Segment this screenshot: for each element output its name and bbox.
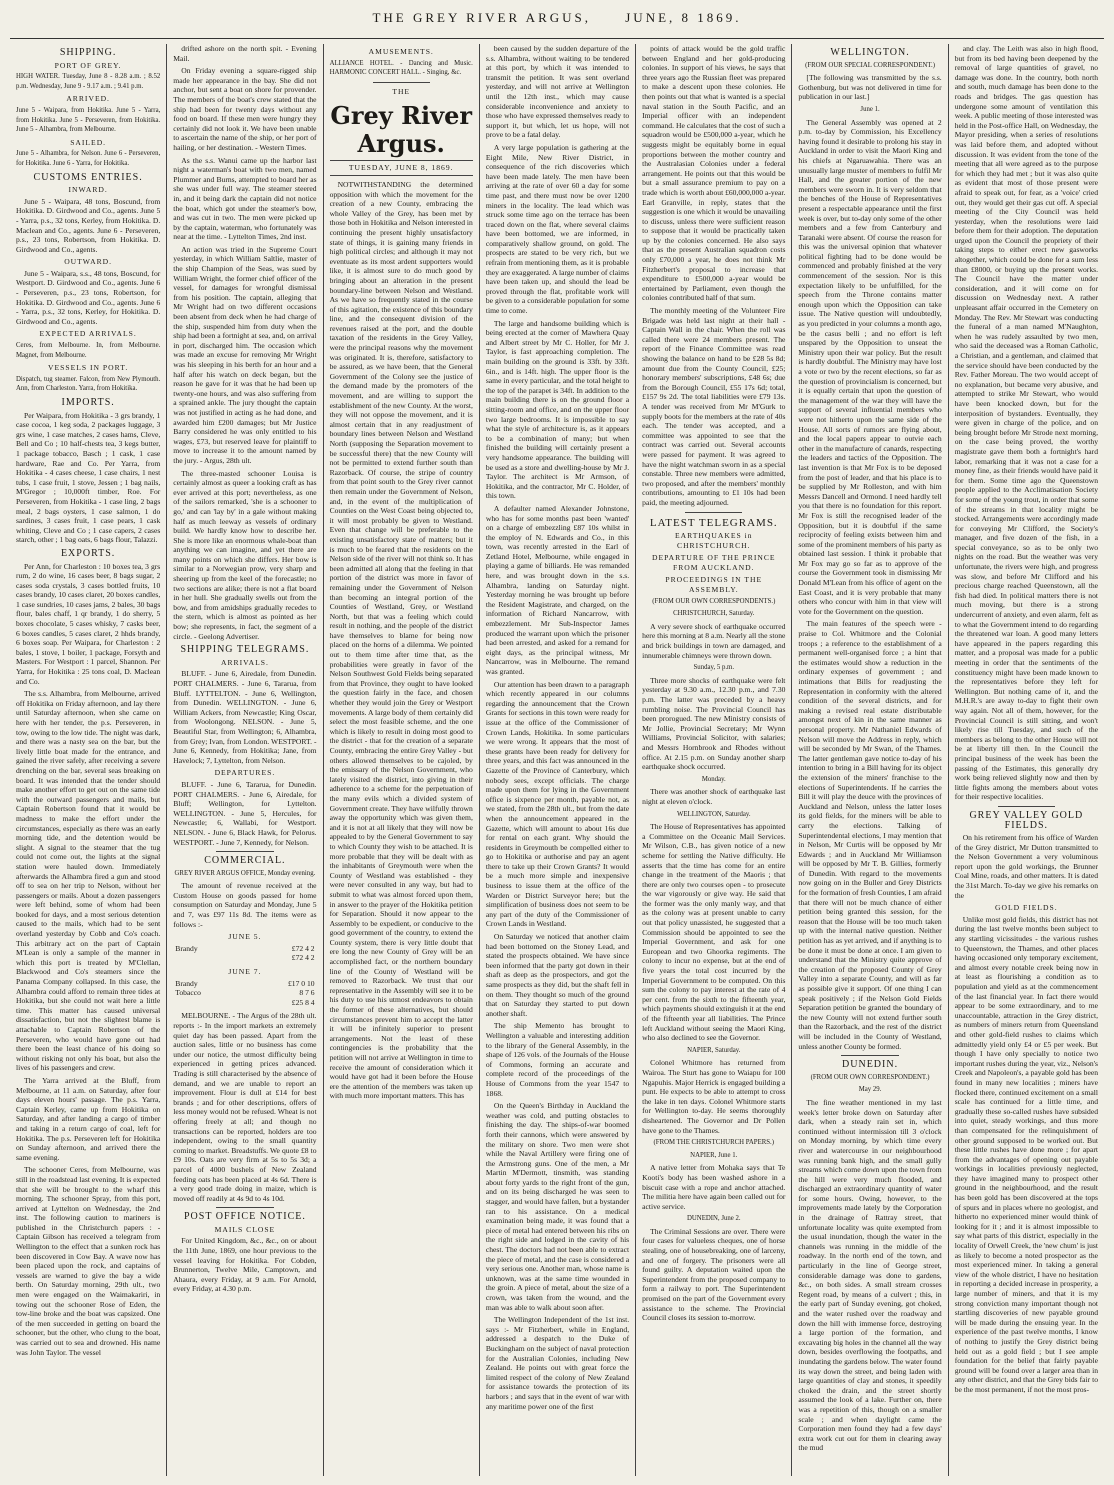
quake-1: A very severe shock of earthquake occurred here this morning at 8 a.m. Nearly all the stone and brick buildings in town are damaged, and innumerable chimneys were thrown down. bbox=[642, 621, 786, 660]
port-heading: PORT OF GREY. bbox=[54, 60, 122, 70]
inward-heading: INWARD. bbox=[68, 185, 108, 195]
naval-continued: points of attack would be the gold traffic between England and her gold-producing colonies. In support of his views, he says that three years ago the Russian fleet was prepared to make a descent upon these colonies. He then points out that what is wanted is a special naval station in the South Pacific, and an Imperial officer with an independent command. He calculates that the cost of such a squadron would be £500,000 a-year, which he suggests might be equitably borne in equal proportions between the mother country and the Australasian Colonies under a federal arrangement. He points out that this would be but a small assurance premium to pay on a trade which is worth about £60,000,000 a-year. Earl Granville, in reply, states that the suggestion is one which it would be unavailing to discuss, unless there were sufficient reason to suppose that it would be practically taken up by the colonies concerned. He also says that as the present Australian squadron costs only £70,000 a year, he does not think Mr Fitzherbert's proposal to increase that expenditure to £500,000 a-year would be entertained by Parliament, even though the colonies contributed half of that sum. bbox=[642, 44, 786, 303]
ledger-item bbox=[173, 953, 244, 963]
amusements-text: ALLIANCE HOTEL. - Dancing and Music. HARMONIC CONCERT HALL. - Singing, &c. bbox=[329, 59, 473, 77]
napier-june1-text: A native letter from Mohaka says that Te Kooti's body has been washed ashore in a biscuit case with a rope and anchor attached. The militia here have again been called out for active service. bbox=[642, 1163, 786, 1211]
ledger-june5 bbox=[173, 944, 316, 963]
arrival-story: The s.s. Alhambra, from Melbourne, arrived off Hokitika on Friday afternoon, and lay there until Saturday afternoon, when she came on here with her tender, the p.s. Perseveren, in tow, owing to the low tide. The night was dark, and there was a nasty sea on the bar, but the lively little boat made for the entrance, and gained the river safely, after receiving a severe drenching on the bar, several seas breaking on board. It was intended that the tender should make another effort to get out on the same tide with the outward passengers and mails, but Captain Robertson found that it would be madness to make the effort under the circumstances, especially as there was an early morning tide, and the detention would be slight. A signal to the steamer that the tug could not come out, the lights at the signal station were hauled down. Immediately afterwards the Alhambra fired a gun and stood off to sea on her trip to Nelson, without her passengers or mails. About a dozen passengers were left behind, some of whom had been booked for days, and a most serious detention caused to the mails, which had to be sent overland yesterday by Cobb and Co's coach. This arbitrary act on the part of Captain M'Lean is only a sample of the manner in which this port is treated by M'Clellan, Blackwood and Co's steamers since the Panama Company collapsed. In this case, the Alhambra could afford to remain three tides at Hokitika, but she could not wait here a little time. This matter has caused universal dissatisfaction, but not the slightest blame is attachable to Captain Robertson of the Perseveren, who would have gone out had there been the least chance of his doing so without risking not only his boat, but also the lives of his passengers and crew. bbox=[16, 689, 161, 1073]
post-office-heading: POST OFFICE NOTICE. bbox=[183, 1211, 306, 1223]
dunedin-text: The fine weather mentioned in my last week's letter broke down on Saturday after dark, when a steady rain set in, which continued without intermission till 3 o'clock on Monday morning, by which time every river and watercourse in our neighbourhood was running bank high, and the small gully streams which come down upon the town from the hill were very much flooded, and discharged an extraordinary quantity of water for some hours. Owing, however, to the improvements made lately by the Corporation in the drainage of Rattray street, that unfortunate locality was quite exempted from the usual inundation, though the water in the channels was running in the middle of the roadway. In the north end of the town, and particularly in the line of George street, considerable damage was done to gardens, &c., on both sides. A small stream crosses Regent road, by means of a culvert ; this, in the early part of Sunday evening, got choked, and the water rushed over the roadway and down the hill with immense force, destroying a large portion of the formation, and excavating big holes in the channel all the way down, besides overflowing the footpaths, and inundating the gardens below. The water found its way down the street, and being laden with large quantities of clay and stones, it speedily choked the drain, and the street shortly assumed the look of a lake. Further on, there was a repetition of this, though on a smaller scale ; and when daylight came the Corporation men found they had a few days' extra work cut out for them in clearing away the mud bbox=[798, 1097, 942, 1453]
ledger-amount: £17 0 10 bbox=[287, 978, 315, 988]
column-4 bbox=[479, 44, 635, 1476]
ledger-row bbox=[173, 988, 316, 998]
christchurch-dateline: CHRISTCHURCH, Saturday. bbox=[673, 610, 755, 618]
intel-arrivals: BLUFF. - June 6, Airedale, from Dunedin. PORT CHALMERS. - June 6, Tararua, from Bluff. LYTTELTON. - June 6, Wellington, from Dunedin. WELLINGTON. - June 6, William Ackers, from Newcastle; King Oscar, from Woolongong. NELSON. - June 5, Beautiful Star, from Wellington; 6, Alhambra, from Grey; Ivan, from London. WESTPORT. - June 6, Kennedy, from Hokitika; Jane, from Havelock; 7, Lyttelton, from Nelson. bbox=[173, 669, 317, 765]
schooner-louisa: The three-masted schooner Louisa is certainly almost as queer a looking craft as has ever arrived at this port; nevertheless, as one of the sailors remarked, 'she is a schooner to go,' and can 'lay by' in a gale without making half as much leeway as vessels of ordinary build. We hardly know how to describe her. She is more like an enormous whale-boat than anything we can imagine, and yet there are many points on which she differs. Her bow is similar to a Norwegian prow, very sharp and sheering up from the keel of the forecastle; no two sections are alike; there is not a flat board in her hull. She gradually swells out from the bow, and from amidships gradually recedes to the stern, which is almost as pointed as her bow; she represents, in fact, the segment of a circle. - Geelong Advertiser. bbox=[173, 468, 317, 641]
stoney-lead: On Saturday we noticed that another claim had been bottomed on the Stoney Lead, and stated the prospects obtained. We have since been informed that the party got down in their shaft as deep as the prospectors, and got the same prospects as they did, but the shaft fell in on them. They thought so much of the ground that on Saturday they started to put down another shaft. bbox=[485, 932, 630, 1018]
outward-list: June 5 - Waipara, s.s., 48 tons, Boscund, for Westport. D. Girdwood and Co., agents. June 6 - Perseveren, p.s., 23 tons, Robertson, for Hokitika. D. Girdwood and Co., agents. June 6 - Yarra, p.s., 32 tons, Kerley, for Hokitika. D. Girdwood and Co., agents. bbox=[16, 268, 161, 326]
arrived-heading: ARRIVED. bbox=[66, 94, 110, 104]
divider bbox=[998, 806, 1055, 807]
sunday-dateline: Sunday, 5 p.m. bbox=[693, 664, 735, 672]
ledger-item: Brandy bbox=[175, 943, 198, 953]
masthead-the: THE bbox=[392, 86, 411, 96]
latest-telegrams-heading: LATEST TELEGRAMS. bbox=[649, 516, 778, 529]
outward-heading: OUTWARD. bbox=[64, 257, 113, 267]
commercial-text: The amount of revenue received at the Custom House on goods passed for home consumption on Saturday and Monday, June 5 and 7, was £97 11s 8d. The items were as follows :- bbox=[173, 881, 317, 929]
may29-dateline: May 29. bbox=[858, 1086, 882, 1094]
intel-arrivals-heading: ARRIVALS. bbox=[220, 657, 269, 667]
assembly-report: The General Assembly was opened at 2 p.m. to-day by Commission, his Excellency having found it desirable to prolong his stay in Auckland in order to visit the Maori King and his chiefs at Ngaruawahia. There was an unusually large muster of members to fulfil Mr Hall, and the greater portion of the new members were sworn in. It is very seldom that the benches of the House of Representatives present a respectable appearance until the first week is over, but to-day only some of the other members and a few from Canterbury and Taranaki were absent. Of course the reason for this was the universal opinion that whatever political fighting had to be done would be commenced and probably finished at the very commencement of the session. Nor is this expectation likely to be unfulfilled, for the speech from the Throne contains matter enough upon which the Opposition can take issue. The Native question will undoubtedly, as you predicted in your columns a month ago, be the casus belli ; and no effort is left unspared by the Opposition to unseat the Ministry upon their war policy. But the result is hardly doubtful. The Ministry may have lost a vote or two by the recent elections, so far as the question of provincialism is concerned, but it is equally certain that upon the question of the management of the war they will have the support of several influential members who were not hitherto upon the same side of the House. All sorts of rumors are flying about, and the local papers appear to outvie each other in the manufacture of canards, respecting the leaders and tactics of the Opposition. The last invention is that Mr Fox is to be deposed from the post of leader, and that his place is to be supplied by Mr Rolleston, and with him Messrs Dancell and Ormond. I need hardly tell you that there is no foundation for this report. Mr Fox is still the recognised leader of the Opposition, but it is doubtful if the same reciprocity of feeling exists between him and some of the prominent members of his party as obtained last session. I think it probable that Mr Fox may go so far as to approve of the course the Government took in dismissing Mr Donald M'Lean from his office of agent on the East Coast, and it is very probable that many others who concur with him in that view will vote for the Government on the question. bbox=[798, 117, 942, 616]
grey-valley-intro: On his retirement from his office of Warden of the Grey district, Mr Dutton transmitted to the Nelson Government a very voluminous report upon the gold workings, the Brunner Coal Mine, roads, and other matters. It is dated the 31st March. To-day we give his remarks on the bbox=[954, 833, 1098, 900]
intel-departures-heading: DEPARTURES. bbox=[214, 768, 276, 778]
dateline: TUESDAY, JUNE 8, 1869. bbox=[330, 160, 473, 176]
shipping-heading: SHIPPING. bbox=[59, 47, 117, 58]
header-date: JUNE, 8 1869. bbox=[625, 10, 742, 25]
inward-list: June 5 - Waipara, 48 tons, Boscund, from Hokitika. D. Girdwood and Co., agents. June 5 - Yarra, p.s., 32 tons, Kerley, from Hokitika. D. Maclean and Co., agents. June 6 - Perseveren, p.s., 23 tons, Robertson, from Hokitika. D. Girdwood and Co., agents. bbox=[16, 196, 161, 254]
dunedin-heading: DUNEDIN. bbox=[842, 1059, 899, 1071]
quake-3: There was another shock of earthquake last night at eleven o'clock. bbox=[642, 787, 786, 806]
column-2 bbox=[166, 44, 322, 1476]
grey-valley-heading: GREY VALLEY GOLD FIELDS. bbox=[969, 809, 1084, 831]
dunedin-correspondent: (FROM OUR OWN CORRESPONDENT.) bbox=[810, 1073, 930, 1081]
wellington-heading: WELLINGTON. bbox=[830, 47, 910, 58]
prince-heading: DEPARTURE OF THE PRINCE FROM AUCKLAND. bbox=[651, 553, 776, 572]
header-rule bbox=[10, 38, 1104, 39]
vessels-heading: VESSELS IN PORT. bbox=[48, 363, 129, 373]
sailed-heading: SAILED. bbox=[70, 137, 107, 147]
queens-birthday: On the Queen's Birthday in Auckland the weather was cold, and putting obstacles to finishing the day. The ships-of-war boomed forth their cannons, which were answered by the military on shore. Two men were shot while the Naval Artillery were firing one of the Armstrong guns. One of the men, a Mr Martin M'Dermott, tinsmith, was standing about forty yards to the right front of the gun, and on its being discharged he was seen to stagger, and would have fallen, but a bystander ran to his assistance. On a medical examination being made, it was found that a piece of metal had entered between his ribs on the right side and lodged in the cavity of his chest. The doctors had not been able to extract the piece of metal, and the case is considered a very serious one. Another man, whose name is unknown, was at the same time wounded in the groin. A piece of metal, about the size of a crown, was taken from the wound, and the man was able to walk about soon after. bbox=[485, 1101, 630, 1312]
ledger-row bbox=[173, 998, 316, 1008]
ledger-amount: £72 4 2 bbox=[291, 943, 315, 953]
naval-protection: The Wellington Independent of the 1st inst. says :- Mr Fitzherbert, while in England, addressed a despatch to the Duke of Buckingham on the subject of naval protection for the Australian Colonies, including New Zealand. He points out with great force the limited respect of the colony of New Zealand for assistance towards the protection of its harbors ; and says that in the event of war with any maritime power one of the first bbox=[485, 1315, 630, 1411]
post-office-sub: MAILS CLOSE bbox=[214, 1224, 276, 1234]
house-proceedings: The House of Representatives has appointed a Committee on the Oceanic Mail Services. Mr Wilson, C.B., has given notice of a new scheme for settling the Native difficulty. He asserts that the time has come for an entire change in the treatment of the Maoris ; that there are only two courses open - to prosecute the war vigorously or give way. He said that the former was the only manly way, and that as the colony was at present unable to carry out that policy unassisted, he suggested that a Commission should be appointed to see the Imperial Government, and ask for one European and two Ghoorka regiments. The colony to incur no expense, but at the end of five years the total cost incurred by the Imperial Government to be computed. On this sum the colony to pay interest at the rate of 4 per cent. from the sixth to the fifteenth year, which payments should extinguish it at the end of the fifteenth year all liabilities. The Prince left Auckland without seeing the Maori King, who also declined to see the Governor. bbox=[642, 822, 786, 1043]
imports-heading: IMPORTS. bbox=[61, 397, 115, 408]
ship-story: On Friday evening a square-rigged ship made her appearance in the bay. She did not anchor, but sent a boat on shore for provender. The members of the boat's crew stated that the ship had been for twenty days without any food on board. If these men were hungry they certainly did not look it. We have been unable to ascertain the name of the ship, or her port of hailing, or her destination. - Western Times. bbox=[173, 66, 317, 152]
ledger-june7 bbox=[173, 979, 316, 1008]
divider bbox=[373, 82, 430, 83]
earthquakes-heading: EARTHQUAKES in CHRISTCHURCH. bbox=[675, 531, 753, 550]
crown-grants: Our attention has been drawn to a paragraph which recently appeared in our columns regarding the announcement that the Crown Grants for sections in this town were ready for issue at the office of the Commissioner of Crown Lands, Hokitika. In some particulars we were wrong. It appears that the most of these grants have been ready for delivery for three years, and this fact was announced in the Gazette of the Province of Canterbury, which nobody sees, except officials. The charge made upon them for lying in the Government office is sixpence per month, payable not, as we stated, from the 28th ult., but from the date when the announcement appeared in the Gazette, which will amount to about 16s due for rental on each grant. Why should the residents in Greymouth be compelled either to go to Hokitika or authorise and pay an agent there to take up their Crown Grants? It would be a much more simple and inexpensive business to issue them at the office of the Warden or District Surveyor here; but the simplification of business does not seem to be any part of the duty of the Commissioner of Crown Lands in Westland. bbox=[485, 679, 630, 929]
commercial-heading: COMMERCIAL. bbox=[204, 855, 286, 867]
quake-2: Three more shocks of earthquake were felt yesterday at 9.30 a.m., 12.30 p.m., and 7.30 p.m. The latter was preceded by a heavy rumbling noise. The Provincial Council has been prorogued. The new Ministry consists of Mr Jollie, Provincial Secretary; Mr Wynn Williams, Provincial Solicitor, with salaries; and Messrs Hornbrook and Rhodes without office. At 2.15 p.m. on Sunday another sharp earthquake shock occurred. bbox=[642, 675, 786, 772]
gold-fields-subheading: GOLD FIELDS. bbox=[995, 903, 1058, 913]
cc-papers: (FROM THE CHRISTCHURCH PAPERS.) bbox=[653, 1139, 775, 1147]
header-title: THE GREY RIVER ARGUS, bbox=[372, 10, 591, 25]
customs-heading: CUSTOMS ENTRIES. bbox=[33, 171, 143, 183]
column-5 bbox=[635, 44, 791, 1476]
dunedin-june2-text: The Criminal Sessions are over. There were four cases for valueless cheques, one of horse stealing, one of housebreaking, one of larceny, and one of forgery. The prisoners were all found guilty. A deputation waited upon the Superintendent from the proposed company to form a railway to port. The Superintendent promised on the part of the Government every assistance to the scheme. The Provincial Council closes its session to-morrow. bbox=[642, 1226, 786, 1323]
exports-heading: EXPORTS. bbox=[60, 547, 116, 559]
monday-dateline: Monday. bbox=[701, 775, 726, 783]
ledger-item: Brandy bbox=[175, 978, 198, 988]
special-correspondent: (FROM OUR SPECIAL CORRESPONDENT.) bbox=[805, 61, 936, 69]
speech-report: The main features of the speech were - praise to Col. Whitmore and the Colonial troops ; a reference to the establishment of a permanent well-organised force ; a hint that the estimates would show a reduction in the ordinary expenses of government ; and intimations that Bills for readjusting the Representation in conformity with the altered condition of the several districts, and for making a revised real estate distributable amongst next of kin in the same manner as personal property. Mr Nathaniel Edwards of Nelson will move the Address in reply, which will be seconded by Mr Swan, of the Thames. The latter gentleman gave notice to-day of his intention to bring in a Bill having for its object the extension of the miners' franchise to the elections of Superintendents. If he carries the Bill it will play the deuce with the provinces of Auckland and Nelson, unless the latter loses its gold fields, for the miners will be able to carry the elections. Talking of Superintendental elections, I may mention that in Nelson, Mr Curtis will be opposed by Mr Edwards ; and in Auckland Mr Williamson will be opposed by Mr T. B. Gillies, formerly of Dunedin. With regard to the movements now going on in the Buller and Grey Districts for the formation of fresh Counties, I am afraid that there will not be much chance of either petition being granted this session, for the reason that the House will be too much taken up with the internal native question. Neither petition has as yet arrived, and if anything is to be done it must be done at once. I am given to understand that the Ministry quite approve of the creation of the proposed County of Grey Valley into a separate County, and will as far as possible give it support. Of one thing I can speak positively ; if the Nelson Gold Fields Separation petition be granted the boundary of the new County will not extend further south than the Razorback, and the rest of the district will be included in the County of Westland, unless another County be formed. bbox=[798, 619, 942, 1051]
journals-report: The ship Memento has brought to Wellington a valuable and interesting addition to the library of the General Assembly, in the shape of 126 vols. of the Journals of the House of Commons, forming an accurate and complete record of the proceedings of the House of Commons from the year 1547 to 1868. bbox=[485, 1021, 630, 1098]
ledger-total: £72 4 2 bbox=[291, 953, 315, 963]
divider bbox=[685, 512, 742, 513]
june7-heading: JUNE 7. bbox=[228, 967, 262, 977]
ledger-amount: 8 7 6 bbox=[299, 988, 315, 998]
tides: HIGH WATER. Tuesday, June 8 - 8.28 a.m. ; 8.52 p.m. Wednesday, June 9 - 9.17 a.m. ; 9.41 p.m. bbox=[16, 73, 161, 90]
melbourne-report: MELBOURNE. - The Argus of the 28th ult. reports :- In the import markets an extremely quiet day has been passed. Apart from the auction sales, little or no business has come under our notice, the utmost difficulty being experienced in getting prices advanced. Trading is still characterised by the absence of demand, and we are unable to report an improvement. Flour is dull at £14 for best brands ; and for other descriptions, offers of less money would not be refused. Wheat is not offering freely at all; and though no transactions can be reported, holders are too independent, owing to the small quantity coming to market. Breadstuffs. We quote £8 to £9 10s. Oats are very firm at 5s to 5s 3d; a parcel of 4000 bushels of New Zealand feeding oats has been placed at 4s 6d. There is a very good trade doing in maize, which is moved off readily at 4s 9d to 4s 10d. bbox=[173, 1011, 317, 1203]
wellington-dateline: WELLINGTON, Saturday. bbox=[676, 810, 751, 818]
rush-report: A very large population is gathering at the Eight Mile, New River District, in consequence of the rich discoveries which have been made lately. The men have been arriving at the rate of over 60 a day for some time past, and there must now be over 1200 miners in the locality. The lead which was struck some time ago on the terrace has been traced down on the flat, where several claims have been bottomed, we are informed, in comparatively shallow ground, on gold. The prospects are stated to be very rich, but we refrain from mentioning them, as it is probable they are exaggerated. A large number of claims have been taken up, and should the lead be proved through the flat, profitable work will be given to a considerable population for some time to come. bbox=[485, 142, 630, 316]
column-3 bbox=[323, 44, 479, 1476]
columns bbox=[10, 44, 1104, 1476]
ledger-item: Tobacco bbox=[175, 988, 201, 998]
ledger-row bbox=[173, 944, 316, 954]
own-correspondents: (FROM OUR OWN CORRESPONDENTS.) bbox=[652, 597, 776, 605]
ledger-item bbox=[173, 998, 244, 1008]
schooner-text: The schooner Ceres, from Melbourne, was still in the roadstead last evening. It is expected that she will be brought to the wharf this morning. The schooner Spray, from this port, arrived at Lyttelton on Wednesday, the 2nd inst. The following caution to mariners is published in the Christchurch papers : - Captain Gibson has received a telegram from Wellington to the effect that a sunken rock has been discovered in Cow Bay. A wave now has been placed upon the rock, and captains of vessels are warned to give the bay a wide berth. On Saturday morning, 29th ult., two men were engaged on the Waimakariri, in towing out the schooner Rose of Eden, the tow-line broke and the boat was capsized. One of the men succeeded in getting on board the schooner, but the other, who clung to the boat, was carried out to sea and drowned. His name was John Taylor. The vessel bbox=[16, 1165, 161, 1357]
page-header bbox=[10, 10, 1104, 36]
drift-text: drifted ashore on the north spit. - Evening Mail. bbox=[173, 44, 317, 63]
defaulter-report: A defaulter named Alexander Johnstone, who has for some months past been 'wanted' on a charge of embezzling £87 10s whilst in the employ of N. Edwards and Co., in this town, was recently arrested in the Earl of Zetland Hotel, Melbourne, while engaged in playing a game of billiards. He was remanded here, and was brought down in the s.s. Alhambra, landing on Saturday night. Yesterday morning he was brought up before the Resident Magistrate, and charged, on the information of Richard Nancarrow, with embezzlement. Mr Sub-Inspector James produced the warrant upon which the prisoner had been arrested, and asked for a remand for eight days, as the principal witness, Mr Nancarrow, was in Melbourne. The remand was granted. bbox=[485, 503, 630, 676]
exports-text: Per Ann, for Charleston : 10 boxes tea, 3 grs rum, 2 do wine, 16 cases beer, 8 bags sugar, 2 cases soda crystals, 3 cases bottled fruits, 10 cases brandy, 10 cases claret, 20 boxes candles, 1 case sundries, 10 cases jams, 2 bales, 30 bags flour, bales chaff, 1 qr brandy, 1 do sherry, 5 boxes chocolate, 5 cases whisky, 7 casks beer, 6 boxes candles, 5 cases claret, 2 hhds brandy, 6 boxes soap. Per Waipara, for Charleston : 2 bales, 1 stove, 1 boiler, 1 package, Forsyth and Masters. For Westport : 1 parcel, Shannon. Per Yarra, for Hokitika : 25 tons coal, D. Maclean and Co. bbox=[16, 561, 161, 686]
ledger-row bbox=[173, 953, 316, 963]
napier-text: Colonel Whitmore has returned from Wairoa. The Sturt has gone to Waiapu for 100 Ngapuhis. Major Herrick is engaged building a punt. He expects to be able to attempt to cross the lake in ten days. Colonel Whitmore starts for Wellington to-day. He seems thoroughly disheartened. The Governor and Dr Pollen have gone to the Thames. bbox=[642, 1058, 786, 1135]
intel-departures: BLUFF. - June 6, Tararua, for Dunedin. PORT CHALMERS. - June 6, Airedale, for Bluff; Wellington, for Lyttelton. WELLINGTON. - June 5, Hercules, for Newcastle; 6, Wallabi, for Westport. NELSON. - June 6, Black Hawk, for Pelorus. WESTPORT. - June 7, Kennedy, for Nelson. bbox=[173, 779, 317, 847]
ledger-total: £25 8 4 bbox=[291, 997, 315, 1007]
arrived-list: June 5 - Waipara, from Hokitika. June 5 - Yarra, from Hokitika. June 5 - Perseveren, from Hokitika. June 5 - Alhambra, from Melbourne. bbox=[16, 106, 161, 134]
dunedin-june2: DUNEDIN, June 2. bbox=[686, 1215, 741, 1223]
post-office-text: For United Kingdom, &c., &c., on or about the 11th June, 1869, one hour previous to the vessel leaving for Hokitika. For Cobden, Brunnerton, Twelve Mile, Camptown, and Ahaura, every Friday, at 9 a.m. For Arnold, every Friday, at 4.30 p.m. bbox=[173, 1236, 317, 1294]
proceedings-heading: PROCEEDINGS IN THE ASSEMBLY. bbox=[665, 575, 763, 595]
boat-accident: As the s.s. Wanui came up the harbor last night a waterman's boat with two men, named Plummer and Burns, attempted to board her as she was under full way. The steamer steered in, and it being dark the captain did not notice the boat, which got under the steamer's bow, and was cut in two. The men were picked up by the captain, waterman, who fortunately was near at the time. - Lyttelton Times, 2nd inst. bbox=[173, 155, 317, 242]
transmission-note: [The following was transmitted by the s.s. Gothenburg, but was not delivered in time for publication in our last.] bbox=[798, 73, 942, 102]
court-case: An action was tried in the Supreme Court yesterday, in which William Saltlie, master of the ship Champion of the Seas, was sued by William Wright, the former chief officer of the vessel, for damages for wrongful dismissal from his position. The captain, alleging that Mr Wright had on two different occasions been absent from deck when he had charge of the ship, suspended him from duty when the ship had been a fortnight at sea, and, on arrival in port, discharged him. The occasion which was made an excuse for removing Mr Wright was his sleeping in his berth for an hour and a half after his watch on deck began, but the reason he gave for it was that he had been up twenty-one hours, and was also suffering from a sprained ankle. The jury thought the captain was not justified in acting as he had done, and awarded him £200 damages; but Mr Justice Barry considered he was only entitled to his wages, £73, but reserved leave for plaintiff to move to increase it to the amount named by the jury. - Argus, 28th ult. bbox=[173, 244, 317, 465]
vessels-list: Dispatch, tug steamer. Falcon, from New Plymouth. Ann, from Charleston. Yarra, from Hokitika. bbox=[16, 375, 161, 393]
expected-heading: EXPECTED ARRIVALS. bbox=[39, 329, 137, 339]
commercial-office: GREY RIVER ARGUS OFFICE, Monday evening. bbox=[174, 869, 316, 877]
buildings-report: The large and handsome building which is being erected at the corner of Mawhera Quay and Albert street by Mr C. Holler, for Mr J. Taylor, is fast approaching completion. The main building on the ground is 33ft. by 33ft. 6in., and is 14ft. high. The upper floor is the same in every particular, and the total height to the top of the parapet is 34ft. In addition to the main building there is on the ground floor a sitting-room and office, and on the upper floor two large bedrooms. It is impossible to say what the style of architecture is, as it appears to be a combination of many; but when finished the building will certainly present a very handsome appearance. The building will be used as a store and dwelling-house by Mr J. Taylor. The architect is Mr Armson, of Hokitika, and the contractor, Mr C. Holder, of this town. bbox=[485, 318, 630, 501]
column-1 bbox=[10, 44, 166, 1476]
leader-article: NOTWITHSTANDING the determined opposition with which the movement for the creation of a new County, embracing the whole Valley of the Grey, has been met by those both in Hokitika and Nelson interested in continuing the present highly unsatisfactory state of things, it is gaining many friends in high political circles; and although it may not eventuate as its most ardent supporters would like, it is almost sure to do much good by bringing about an alteration in the present boundary-line between Nelson and Westland. As we have so frequently stated in the course of this agitation, the existence of this boundary line, and the consequent division of the revenues raised at the port, and the double taxation of the residents in the Grey Valley, were the principal reasons why the movement was originated. It is, therefore, satisfactory to be assured, as we have been, that the General Government of the Colony see the justice of the demand made by the promoters of the movement, and are willing to support the establishment of the new County. At the worst, they will not oppose the movement, and it is almost certain that in any readjustment of boundary lines between Nelson and Westland North (supposing the Separation movement to be successful there) that the new County will not be permitted to extend further south than Razorback. Of course, the stripe of country from that point south to the Grey river cannot then remain under the Government of Nelson, and, in the event of the multiplication of Counties on the West Coast being objected to, it will most probably be given to Westland. Even that change will be preferable to the existing unsatisfactory state of matters; but it is much to be feared that the residents on the Nelson side of the river will not think so. It has been admitted all along that the feeling in that portion of the district was more in favor of remaining under the Government of Nelson than becoming an integral portion of the Counties of Westland, Grey, or Westland North, but that was a feeling which could result in nothing, and the people of the district have themselves to blame for being now placed on the horns of a dilemma. We pointed out to them time after time that, as the probabilities were greatly in favor of the Nelson Southwest Gold Fields being separated from that Province, they ought to have looked the question fairly in the face, and chosen whether they would join the Grey or Westport movements. A large body of them certainly did select the most feasible scheme, and the one which is likely to result in doing most good to the district - that for the creation of a separate County, embracing the entire Grey Valley - but others allowed themselves to be cajoled, by the emissary of the Nelson Government, who lately visited the district, into giving in their adherence to a scheme for the perpetuation of the many evils which a divided system of Government create. They have wilfully thrown away the opportunity which was given them, and it is not at all likely that they will now be appealed to by the General Government to say to which County they wish to be attached. It is more probable that they will be dealt with as the inhabitants of Greymouth were when the County of Westland was established - they were never consulted in any way, but had to submit to what was almost forced upon them, in answer to the prayer of the Hokitika petition for Separation. Should it now appear to the Assembly to be expedient, or conducive to the good government of the country, to extend the County system, there is very little doubt that ere long the new County of Grey will be an accomplished fact, or the northern boundary line of the County of Westland will be removed to Razorback. We trust that our representative in the Assembly will see it to be his duty to use his utmost endeavors to obtain the former of these alternatives, but should circumstances prevent him to accept the latter it will be infinitely superior to present arrangements. Not the least of these contingencies is the probability that the petition will not arrive at Wellington in time to receive the amount of consideration which it would have got had it been before the House ere the attention of the members was taken up with much more important matters. This has bbox=[329, 179, 473, 1101]
divider bbox=[841, 1055, 898, 1056]
column-6 bbox=[791, 44, 947, 1476]
intel-heading: SHIPPING TELEGRAMS. bbox=[180, 644, 310, 656]
column-7 bbox=[948, 44, 1104, 1476]
sailed-list: June 5 - Alhambra, for Nelson. June 6 - Perseveren, for Hokitika. June 6 - Yarra, for Hokitika. bbox=[16, 150, 161, 167]
june5-heading: JUNE 5. bbox=[228, 932, 262, 942]
amusements-heading: AMUSEMENTS. bbox=[368, 47, 434, 56]
expected-list: Ceres, from Melbourne. In, from Melbourne. Magnet, from Melbourne. bbox=[16, 342, 161, 359]
dunedin-continued: and clay. The Leith was also in high flood, but from its bed having been deepened by the removal of large quantities of gravel, no damage was done. In the country, both north and south, much damage has been done to the roads and bridges. The gas question has undergone some amount of ventilation this week. A public meeting of those interested was held in the Post-office Hall, on Wednesday, the Mayor presiding, when a series of resolutions was laid before them, and adopted without discussion. It was evident from the tone of the meeting that all were agreed as to the purpose for which they had met ; but it was also quite as evident that most of those present were afraid to speak out, for fear, as a 'voice' cried out, they would get their gas cut off. A special meeting of the City Council was held yesterday, when the resolutions were laid before them for their adoption. The deputation urged upon the Council the propriety of their taking steps to either erect new gasworks altogether, which could be done for a sum less than £8000, or buying up the present works. The Council have the matter under consideration, and it will come on for discussion on Wednesday next. A rather unpleasant affair occurred in the Cemetery on Monday. The Rev. Mr Stewart was conducting the funeral of a man named M'Naughton, when he was rudely assaulted by two men, who said the deceased was a Roman Catholic, a Christian, and a gentleman, and claimed that the service should have been conducted by the Rev. Father Moreau. The two would accept of no explanation, but became very abusive, and attempted to strike Mr Stewart, who would have been knocked down, but for the interposition of bystanders. Eventually, they were given in charge of the police, and on being brought before Mr Strode next morning, on the case being proved, the worthy magistrate gave them both a fortnight's hard labor, remarking that it was not a case for a money fine, as their friends would have paid it for them. Some time ago the Queenstown people applied to the Acclimatisation Society for some of the young trout, in order that some of the streams in that locality might be stocked. Arrangements were accordingly made for conveying Mr Clifford, the Society's manager, and five dozen of the fish, in a special conveyance, so as to be only two nights on the road. But the weather was very unfortunate, the rivers were high, and progress was slow, and before Mr Clifford and his precious charge reached Queenstown, all the fish had died. In political matters there is not much moving, but there is a strong undercurrent of anxiety, and even alarm, felt as to what the Government intend to do regarding the threatened war loan. A good many letters have appeared in the papers regarding this matter, and a proposal was made for a public meeting in order that the sentiments of the constituency might have been made known to the representatives before they left for Wellington. But nothing came of it, and the M.H.R.'s are away to-day to fight their own way again. Not all of them, however, for the Provincial Council is still sitting, and won't likely rise till Tuesday, and such of the members as belong to the other House will not be at liberty till then. In the Council the principal business of the week has been the passing of the Estimates, this generally dry work being relieved slightly now and then by little fights among the members about votes for their respective localities. bbox=[954, 44, 1098, 802]
june1-dateline: June 1. bbox=[860, 105, 880, 113]
steamers-text: The Yarra arrived at the Bluff, from Melbourne, at 11 a.m. on Saturday, after four days eleven hours' passage. The p.s. Yarra, Captain Kerley, came up from Hokitika on Saturday, and after landing a cargo of timber and taking in a return cargo of coal, left for Hokitika. The p.s. Perseveren left for Hokitika on Sunday afternoon, and arrived there the same evening. bbox=[16, 1075, 161, 1162]
napier-dateline: NAPIER, Saturday. bbox=[687, 1046, 741, 1054]
divider bbox=[216, 1207, 273, 1208]
ledger-row bbox=[173, 979, 316, 989]
masthead: Grey River Argus. bbox=[330, 101, 473, 159]
gold-fields-text: Unlike most gold fields, this district has not during the last twelve months been subject to any startling vicissitudes - the various rushes to Queenstown, the Thames, and other places having occasioned only temporary excitement, and almost every notable creek being now in at least as flourishing a condition as to population and yield as at the commencement of the last financial year. In fact there would appear to be some extraordinary, and to me unaccountable, attraction in the Grey district, as numbers of miners return from Queensland and other gold-field rushes to claims which admittedly yield only £4 or £5 per week. But though I have only specially to notice two important rushes during the year, viz., Nelson's Creek and Napoleon's, a payable gold has been found in many new localities ; miners have flocked there, continued excitement on a small scale has continued for a little time, and gradually these so-called rushes have subsided into quiet, steady workings, and thus more than compensated for the relinquishment of other ground supposed to be worked out. But these little rushes have done more ; for apart from the advantages of opening out payable workings in localities previously neglected, they have imagined many to prospect other ground in the neighbourhood, and the result has been gold has been discovered at the tops of spurs and in places where no geologist, and hitherto no experienced miner would think of looking for it ; and it is almost impossible to say what parts of this district, especially in the locality of Orwell Creek, the 'new chum' is just as likely to become a noted prospector as the most experienced miner. In taking a general view of the whole district, I have no hesitation in reporting a decided increase in prosperity, a large number of miners, and that it is my strong conviction many important though not startling discoveries of new payable ground will be made during the ensuing year. In the experience of the past twelve months, I know of nothing to justify the Grey district being held out as a gold field ; but I see ample foundation for the belief that fairly payable ground will be found over a larger area than in any other district, and that the Grey bids fair to be the most permanent, if not the most pros- bbox=[954, 914, 1098, 1394]
divider bbox=[216, 851, 273, 852]
leader-continued: been caused by the sudden departure of the s.s. Alhambra, without waiting to be tendered at this port, by which it was intended to transmit the petition. It was sent overland yesterday, and will not arrive at Wellington until the 12th inst., which may cause considerable inconvenience and anxiety to those who have expressed themselves ready to support it, but which, let us hope, will not prove to be a fatal delay. bbox=[485, 44, 630, 140]
fire-brigade: The monthly meeting of the Volunteer Fire Brigade was held last night at their hall - Captain Wall in the chair. When the roll was called there were 24 members present. The report of the Finance Committee was read showing the balance on hand to be £28 5s 8d; amount due from the County Council, £25; honorary members' subscriptions, £48 6s; due from the Borough Council, £55 17s 6d; total, £157 9s 2d. The total liabilities were £79 13s. A tender was received from Mr M'Gurk to supply boots for the members at the rate of 40s each. The tender was accepted, and a committee was appointed to see that the contract was carried out. Several accounts were passed for payment. It was agreed to have the night watchman sworn in as a special constable. Three new members were admitted, two proposed, and after the members' monthly contributions, amounting to £1 10s had been paid, the meeting adjourned. bbox=[642, 306, 786, 507]
napier-june1: NAPIER, June 1. bbox=[690, 1151, 738, 1159]
imports-text: Per Waipara, from Hokitika - 3 grs brandy, 1 case cocoa, 1 keg soda, 2 packages luggage, 3 grs wine, 1 case matches, 2 cases hams, Cleve, Bell and Co ; 10 half-chests tea, 3 kegs butter, 1 package tobacco, Basch ; 1 cask, 1 case hardware, Rae and Co. Per Yarra, from Hokitika - 4 cases cheese, 1 case chairs, 1 nest tubs, 1 case fruit, 1 stove, Jessen ; 1 bag nails, M'Gregor ; 10,000ft timber, Roe. For Perseveren, from Hokitika - 1 case ling, 2 bags meal, 2 bags oysters, 1 case salmon, 1 do sardines, 3 cases fruit, 1 case pears, 1 cask whiting, Cleve and Co ; 1 case capers, 2 cases starch, other ; 1 bag oats, 6 bags flour, Talazzi. bbox=[16, 410, 161, 545]
